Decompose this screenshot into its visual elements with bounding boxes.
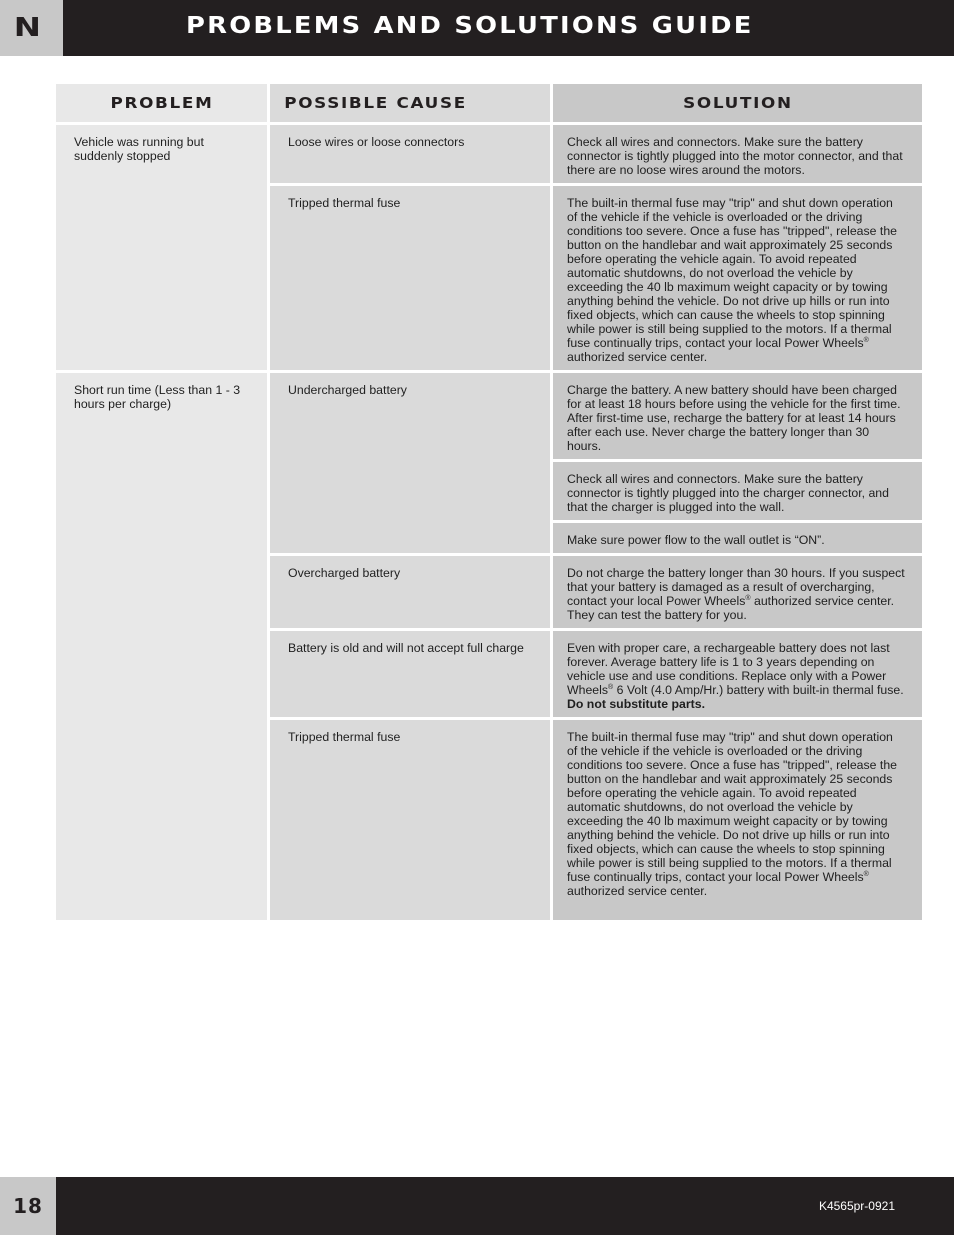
solution-cell: The built-in thermal fuse may "trip" and shut down operation of the vehicle if the vehicle is overloaded or the driving conditions too severe. Once a fuse has "tripped", release the button on the handlebar and wait approximately 25 seconds before operating the vehicle again. To avoid repeated automatic shutdowns, do not overload the vehicle by exceeding the 40 lb maximum weight capacity or by towing anything behind the vehicle. Do not drive up hills or run into fixed objects, which can cause the wheels to stop spinning while power is still being supplied to the motors. If a thermal fuse continually trips, contact your local Power Wheels® authorized service center. — [552, 719, 923, 921]
cause-cell: Battery is old and will not accept full charge — [269, 630, 552, 719]
emphasis-text: Do not substitute parts. — [567, 697, 705, 711]
page-number: 18 — [0, 1177, 56, 1235]
table-header-row — [56, 84, 922, 124]
cause-cell: Tripped thermal fuse — [269, 719, 552, 921]
table-row — [56, 124, 922, 185]
page-title: PROBLEMS AND SOLUTIONS GUIDE — [186, 13, 754, 39]
registered-mark: ® — [863, 871, 869, 878]
cause-cell: Tripped thermal fuse — [269, 185, 552, 372]
table-row — [56, 372, 922, 461]
column-header-problem: PROBLEM — [56, 84, 269, 124]
column-header-possible-cause: POSSIBLE CAUSE — [269, 84, 552, 124]
language-code-badge: N — [0, 0, 63, 56]
registered-mark: ® — [608, 684, 614, 691]
solution-cell: Make sure power flow to the wall outlet is “ON”. — [552, 522, 923, 555]
footer-bar — [0, 1177, 954, 1235]
cause-cell: Overcharged battery — [269, 555, 552, 630]
problem-cell: Short run time (Less than 1 - 3 hours per charge) — [56, 372, 269, 921]
registered-mark: ® — [863, 337, 869, 344]
solution-cell: Do not charge the battery longer than 30 hours. If you suspect that your battery is damaged as a result of overcharging, contact your local Power Wheels® authorized service center. They can test the battery for you. — [552, 555, 923, 630]
solution-cell: Charge the battery. A new battery should have been charged for at least 18 hours before using the vehicle for the first time. After first-time use, recharge the battery for at least 14 hours after each use. Never charge the battery longer than 30 hours. — [552, 372, 923, 461]
document-code: K4565pr-0921 — [818, 1199, 895, 1213]
solution-cell: Even with proper care, a rechargeable battery does not last forever. Average battery life is 1 to 3 years depending on vehicle use and use conditions. Replace only with a Power Wheels® 6 Volt (4.0 Amp/Hr.) battery with built-in thermal fuse. Do not substitute parts. — [552, 630, 923, 719]
problem-cell: Vehicle was running but suddenly stopped — [56, 124, 269, 372]
solution-cell: The built-in thermal fuse may "trip" and shut down operation of the vehicle if the vehicle is overloaded or the driving conditions too severe. Once a fuse has "tripped", release the button on the handlebar and wait approximately 25 seconds before operating the vehicle again. To avoid repeated automatic shutdowns, do not overload the vehicle by exceeding the 40 lb maximum weight capacity or by towing anything behind the vehicle. Do not drive up hills or run into fixed objects, which can cause the wheels to stop spinning while power is still being supplied to the motors. If a thermal fuse continually trips, contact your local Power Wheels® authorized service center. — [552, 185, 923, 372]
registered-mark: ® — [745, 595, 751, 602]
solution-cell: Check all wires and connectors. Make sure the battery connector is tightly plugged into the charger connector, and that the charger is plugged into the wall. — [552, 461, 923, 522]
column-header-solution: SOLUTION — [552, 84, 923, 124]
cause-cell: Undercharged battery — [269, 372, 552, 555]
problems-solutions-table — [56, 84, 922, 920]
cause-cell: Loose wires or loose connectors — [269, 124, 552, 185]
solution-cell: Check all wires and connectors. Make sure the battery connector is tightly plugged into the motor connector, and that there are no loose wires around the motors. — [552, 124, 923, 185]
